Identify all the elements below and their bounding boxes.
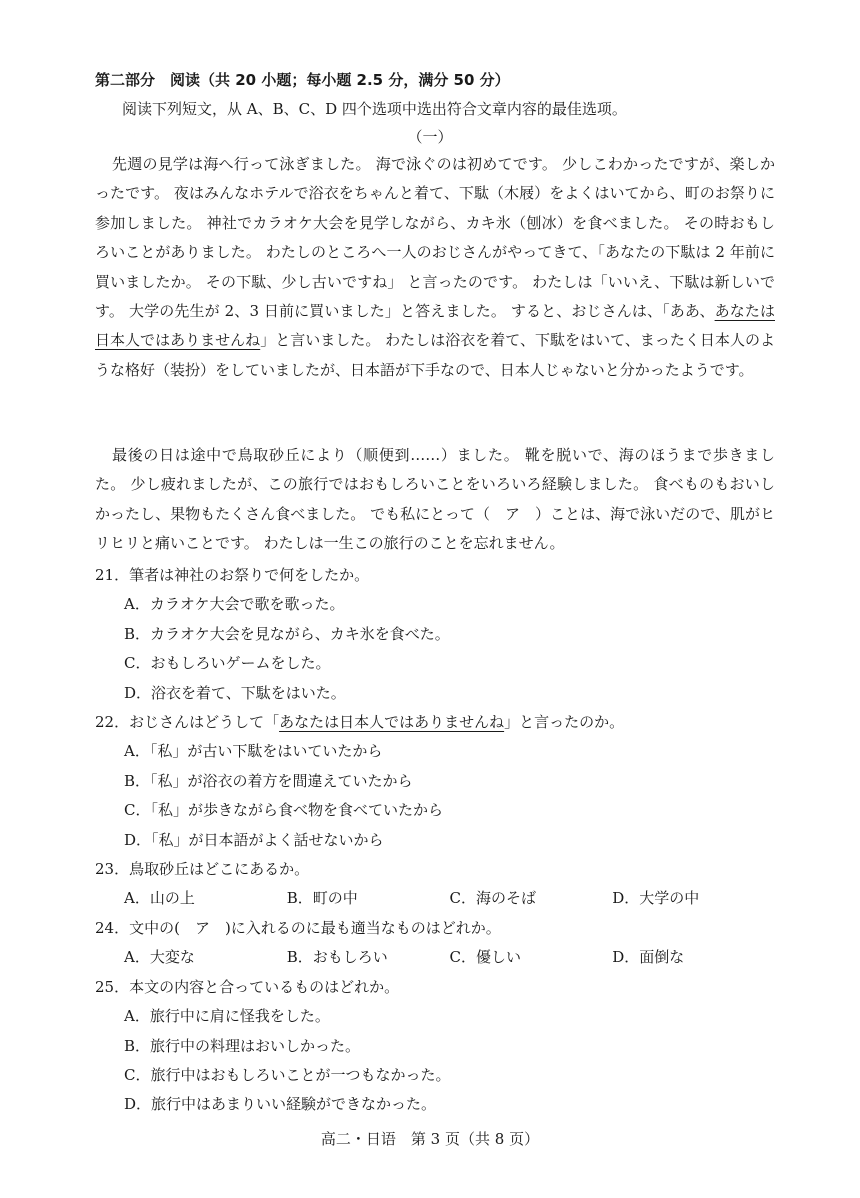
page-footer: 高二・日语 第 3 页（共 8 页） bbox=[320, 1130, 540, 1148]
question-22-option-c: C．「私」が歩きながら食べ物を食べていたから bbox=[124, 801, 443, 820]
question-22-option-a: A．「私」が古い下駄をはいていたから bbox=[124, 742, 383, 761]
question-text: 」と言ったのか。 bbox=[504, 713, 625, 732]
question-22-option-b: B．「私」が浴衣の着方を間違えていたから bbox=[124, 771, 413, 790]
question-25-option-a: A．旅行中に肩に怪我をした。 bbox=[124, 1007, 330, 1026]
question-23-option-c: C．海のそば bbox=[449, 889, 536, 908]
passage-paragraph-2: 最後の日は途中で鳥取砂丘により（顺便到……）ました。 靴を脱いで、海のほうまで歩きました。 少し疲れましたが、この旅行ではおもしろいことをいろいろ経験しました。 食べものもおいしかったし、果物もたくさん食べました。 でも私にとって（ ア ）ことは、海で泳いだので、肌がヒリヒリと痛いことです。 わたしは一生この旅行のことを忘れません。 bbox=[95, 446, 775, 553]
underlined-phrase: あなたは日本人ではありませんね bbox=[95, 302, 775, 350]
question-text: 22．おじさんはどうして「 bbox=[95, 713, 280, 732]
passage-paragraph-1 bbox=[95, 150, 775, 385]
question-22-option-d: D．「私」が日本語がよく話せないから bbox=[124, 830, 384, 849]
reading-instruction: 阅读下列短文，从 A、B、C、D 四个选项中选出符合文章内容的最佳选项。 bbox=[122, 100, 627, 118]
question-24-option-b: B．おもしろい bbox=[286, 948, 388, 967]
question-24-option-c: C．優しい bbox=[449, 948, 521, 967]
question-list bbox=[95, 561, 775, 1120]
question-24-stem: 24．文中の( ア )に入れるのに最も適当なものはどれか。 bbox=[95, 918, 501, 937]
section-label: （一） bbox=[407, 128, 453, 146]
part-heading: 第二部分 阅读（共 20 小题；每小题 2.5 分，满分 50 分） bbox=[95, 71, 510, 89]
underlined-phrase: あなたは日本人ではありませんね bbox=[279, 713, 505, 732]
question-25-option-c: C．旅行中はおもしろいことが一つもなかった。 bbox=[124, 1065, 451, 1084]
question-25-stem: 25．本文の内容と合っているものはどれか。 bbox=[95, 977, 400, 996]
question-21-option-a: A．カラオケ大会で歌を歌った。 bbox=[124, 595, 345, 614]
question-23-option-b: B．町の中 bbox=[286, 889, 358, 908]
question-21-option-b: B．カラオケ大会を見ながら、カキ氷を食べた。 bbox=[124, 624, 450, 643]
question-23-stem: 23．鳥取砂丘はどこにあるか。 bbox=[95, 860, 310, 879]
question-21-option-c: C．おもしろいゲームをした。 bbox=[124, 654, 331, 673]
question-24-option-d: D．面倒な bbox=[612, 948, 685, 967]
question-24-options bbox=[95, 943, 775, 972]
question-21-option-d: D．浴衣を着て、下駄をはいた。 bbox=[124, 683, 346, 702]
question-25-option-d: D．旅行中はあまりいい経験ができなかった。 bbox=[124, 1095, 437, 1114]
question-21-stem: 21．筆者は神社のお祭りで何をしたか。 bbox=[95, 566, 370, 584]
question-23-option-a: A．山の上 bbox=[124, 889, 195, 908]
question-23-options bbox=[95, 884, 775, 913]
question-22-stem bbox=[95, 708, 775, 737]
question-25-option-b: B．旅行中の料理はおいしかった。 bbox=[124, 1036, 361, 1055]
question-24-option-a: A．大変な bbox=[124, 948, 195, 967]
passage-text: 先週の見学は海へ行って泳ぎました。 海で泳ぐのは初めてです。 少しこわかったですが、楽しかったです。 夜はみんなホテルで浴衣をちゃんと着て、下駄（木屐）をよくはいてから、町のお祭りに参加しました。 神社でカラオケ大会を見学しながら、カキ氷（刨冰）を食べました。 その時おもしろいことがありました。 わたしのところへ一人のおじさんがやってきて、「あなたの下駄は 2 年前に買いましたか。 その下駄、少し古いですね」 と言ったのです。 わたしは「いいえ、下駄は新しいです。 大学の先生が 2、3 日前に買いました」と答えました。 すると、おじさんは、「ああ、 bbox=[95, 155, 775, 321]
question-23-option-d: D．大学の中 bbox=[612, 889, 700, 908]
passage-text: 」と言いました。 わたしは浴衣を着て、下駄をはいて、まったく日本人のような格好（装扮）をしていましたが、日本語が下手なので、日本人じゃないと分かったようです。 bbox=[95, 331, 775, 379]
